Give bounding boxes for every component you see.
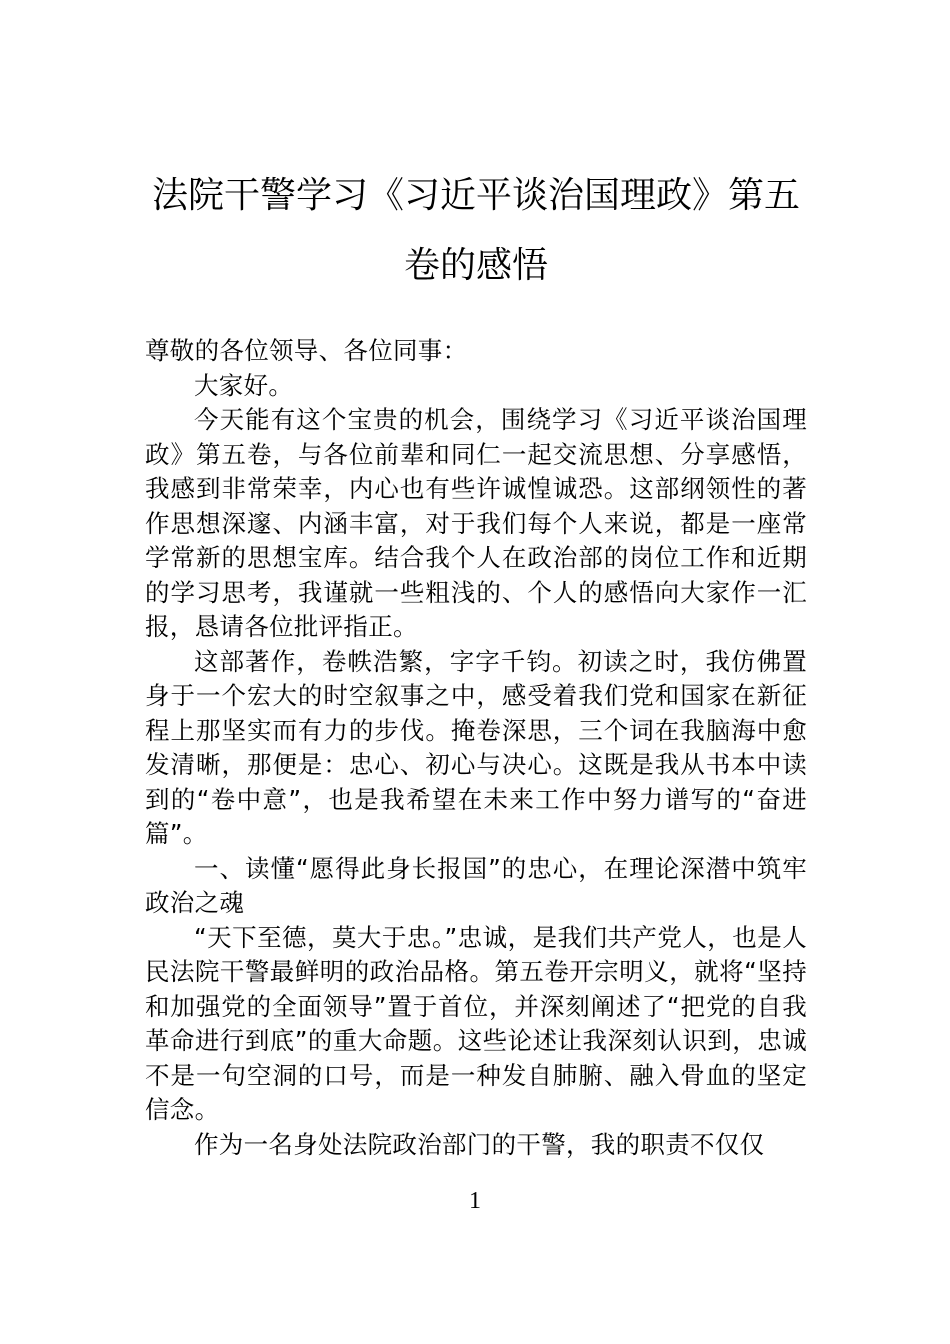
paragraph-greeting: 大家好。 [194,370,294,400]
page-number: 1 [469,1188,481,1214]
paragraph-duty: 作为一名身处法院政治部门的干警，我的职责不仅仅 [194,1129,765,1159]
paragraph-loyalty: “天下至德，莫大于忠。”忠诚，是我们共产党人，也是人民法院干警最鲜明的政治品格。第五卷开宗明义，就将“坚持和加强党的全面领导”置于首位，并深刻阐述了“把党的自我革命进行到底”的重大命题。这些论述让我深刻认识到，忠诚不是一句空洞的口号，而是一种发自肺腑、融入骨血的坚定信念。 [145,922,807,1124]
document-title-line-1: 法院干警学习《习近平谈治国理政》第五 [151,175,800,216]
salutation: 尊敬的各位领导、各位同事： [145,336,468,365]
section-heading-1: 一、读懂“愿得此身长报国”的忠心，在理论深潜中筑牢政治之魂 [145,853,807,917]
paragraph-intro: 今天能有这个宝贵的机会，围绕学习《习近平谈治国理政》第五卷，与各位前辈和同仁一起交流思想、分享感悟，我感到非常荣幸，内心也有些许诚惶诚恐。这部纲领性的著作思想深邃、内涵丰富，对于我们每个人来说，都是一座常学常新的思想宝库。结合我个人在政治部的岗位工作和近期的学习思考，我谨就一些粗浅的、个人的感悟向大家作一汇报，恳请各位批评指正。 [145,405,807,641]
document-title-line-2: 卷的感悟 [403,245,548,286]
paragraph-overview: 这部著作，卷帙浩繁，字字千钧。初读之时，我仿佛置身于一个宏大的时空叙事之中，感受着我们党和国家在新征程上那坚实而有力的步伐。掩卷深思，三个词在我脑海中愈发清晰，那便是：忠心、初心与决心。这既是我从书本中读到的“卷中意”，也是我希望在未来工作中努力谱写的“奋进篇”。 [145,646,807,848]
document-body [145,334,807,1162]
